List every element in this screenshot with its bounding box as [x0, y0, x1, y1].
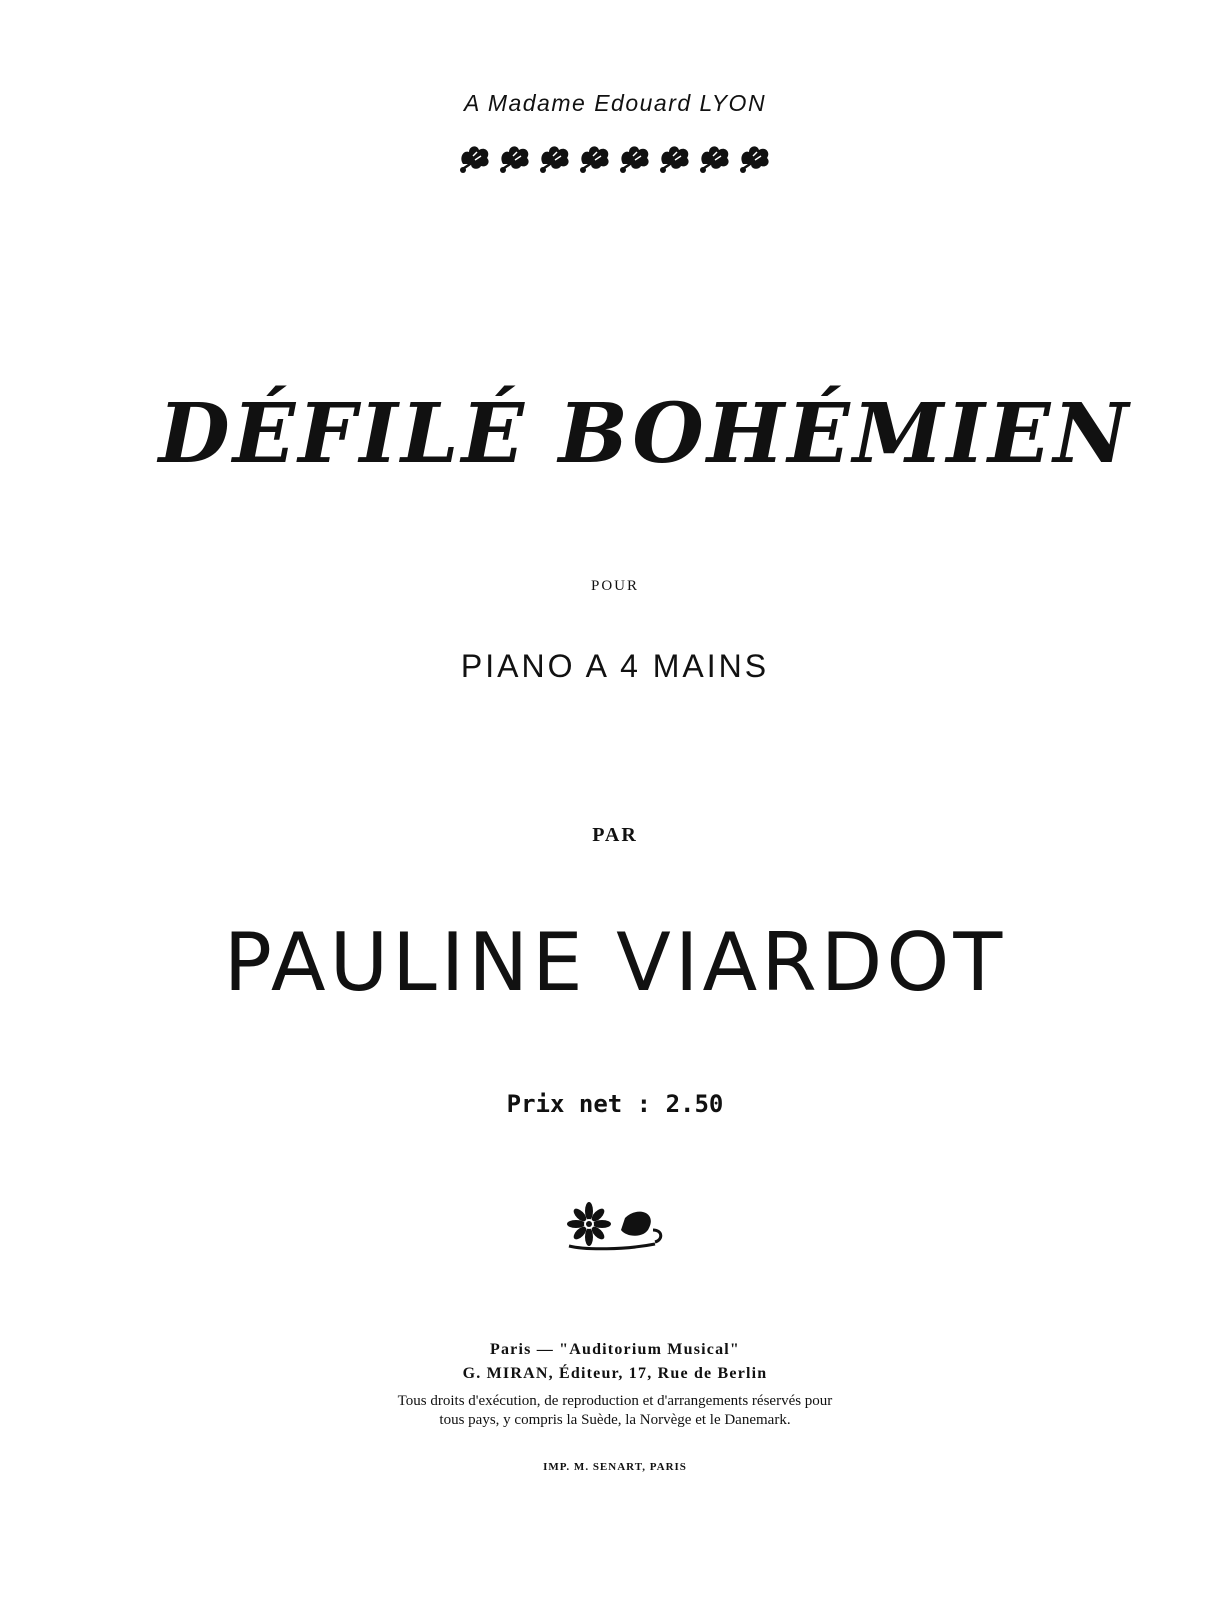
flower-vignette-icon — [565, 1196, 665, 1252]
rights-line-2: tous pays, y compris la Suède, la Norvège et le Danemark. — [439, 1412, 791, 1428]
par-label: PAR — [592, 824, 638, 846]
vignette — [0, 1196, 1230, 1252]
fleuron-icon — [697, 140, 733, 174]
fleuron-icon — [577, 140, 613, 174]
page-title: DÉFILÉ BOHÉMIEN — [158, 386, 1132, 482]
rights-notice — [0, 1392, 1230, 1430]
fleuron-icon — [617, 140, 653, 174]
rights-line-1: Tous droits d'exécution, de reproduction et d'arrangements réservés pour — [397, 1393, 833, 1409]
fleuron-row — [0, 140, 1230, 174]
pour-label: POUR — [590, 578, 639, 594]
composer-name: PAULINE VIARDOT — [223, 916, 1007, 1009]
price-line — [0, 1090, 1230, 1118]
fleuron-icon — [457, 140, 493, 174]
publisher-line-1: Paris — "Auditorium Musical" — [489, 1341, 741, 1358]
fleuron-icon — [537, 140, 573, 174]
fleuron-icon — [497, 140, 533, 174]
fleuron-icon — [737, 140, 773, 174]
fleuron-icon — [657, 140, 693, 174]
printer-imprint: IMP. M. SENART, PARIS — [543, 1461, 687, 1473]
instrument-label: PIANO A 4 MAINS — [460, 648, 770, 684]
dedication: A Madame Edouard LYON — [463, 90, 767, 116]
publisher-block — [0, 1338, 1230, 1386]
price-value: 2.50 — [665, 1090, 724, 1118]
publisher-line-2: G. MIRAN, Éditeur, 17, Rue de Berlin — [462, 1365, 768, 1382]
price-label: Prix net : — [506, 1090, 652, 1118]
